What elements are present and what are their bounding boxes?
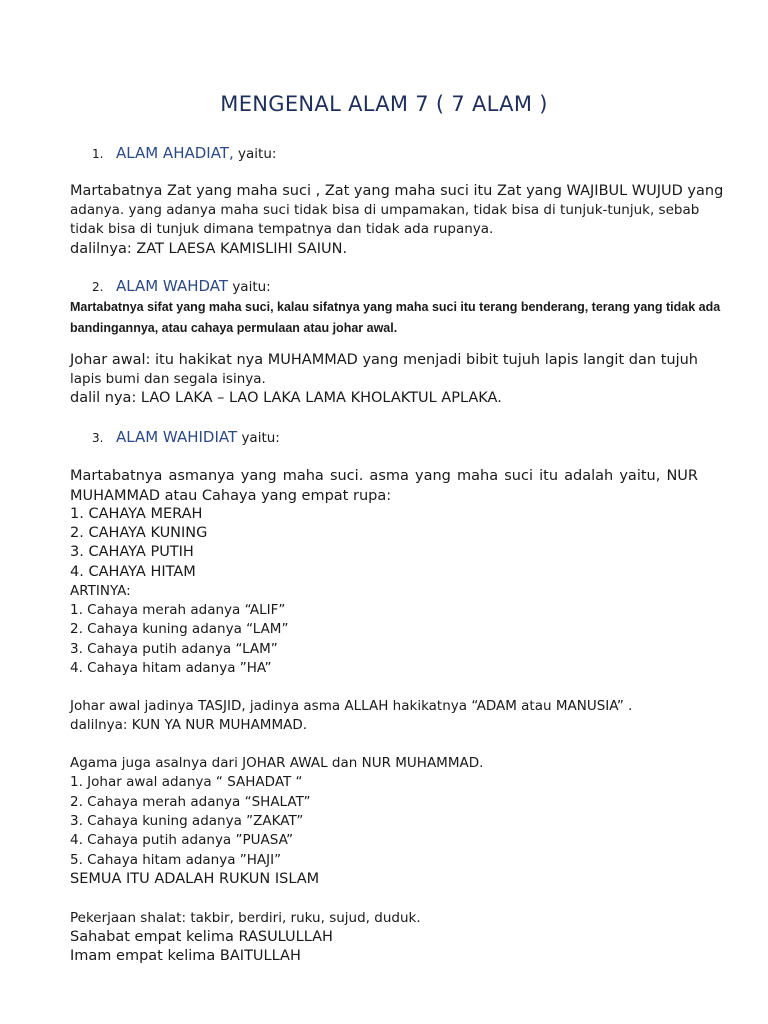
- agama-line: 1. Johar awal adanya “ SAHADAT “: [70, 774, 303, 790]
- paragraph-line: Martabatnya Zat yang maha suci , Zat yang maha suci itu Zat yang WAJIBUL WUJUD yang: [70, 183, 724, 199]
- section-suffix: yaitu:: [237, 430, 280, 446]
- agama-line: 5. Cahaya hitam adanya ”HAJI”: [70, 852, 282, 868]
- section-number: 1.: [92, 147, 104, 161]
- bold-paragraph-line: bandingannya, atau cahaya permulaan atau johar awal.: [70, 321, 398, 335]
- paragraph-line: Martabatnya asmanya yang maha suci. asma yang maha suci itu adalah yaitu, NUR: [70, 468, 698, 484]
- agama-line: 2. Cahaya merah adanya “SHALAT”: [70, 794, 311, 810]
- section-name: ALAM WAHDAT: [116, 277, 229, 295]
- list-item: 4. CAHAYA HITAM: [70, 564, 196, 580]
- section-name: ALAM AHADIAT,: [116, 144, 234, 162]
- closing-line: Imam empat kelima BAITULLAH: [70, 948, 301, 964]
- section-suffix: yaitu:: [233, 146, 277, 162]
- paragraph-line: tidak bisa di tunjuk dimana tempatnya dan tidak ada rupanya.: [70, 221, 494, 237]
- agama-line: Agama juga asalnya dari JOHAR AWAL dan NUR MUHAMMAD.: [70, 755, 484, 771]
- section-number: 2.: [92, 280, 104, 294]
- dalil-line: dalil nya: LAO LAKA – LAO LAKA LAMA KHOLAKTUL APLAKA.: [70, 390, 502, 406]
- section-suffix: yaitu:: [228, 279, 271, 295]
- page-title: MENGENAL ALAM 7 ( 7 ALAM ): [220, 92, 548, 116]
- johar-line: dalilnya: KUN YA NUR MUHAMMAD.: [70, 717, 308, 733]
- artinya-item: 1. Cahaya merah adanya “ALIF”: [70, 602, 286, 618]
- dalil-line: dalilnya: ZAT LAESA KAMISLIHI SAIUN.: [70, 241, 348, 257]
- bold-paragraph-line: Martabatnya sifat yang maha suci, kalau sifatnya yang maha suci itu terang benderang, terang yang tidak ada: [70, 300, 721, 314]
- agama-line: SEMUA ITU ADALAH RUKUN ISLAM: [70, 871, 320, 887]
- section-name: ALAM WAHIDIAT: [116, 428, 238, 446]
- closing-line: Sahabat empat kelima RASULULLAH: [70, 929, 333, 945]
- johar-line: Johar awal jadinya TASJID, jadinya asma ALLAH hakikatnya “ADAM atau MANUSIA” .: [70, 698, 633, 714]
- section-heading-1: [92, 144, 276, 162]
- agama-line: 4. Cahaya putih adanya ”PUASA”: [70, 832, 294, 848]
- list-item: 2. CAHAYA KUNING: [70, 525, 208, 541]
- artinya-item: 4. Cahaya hitam adanya ”HA”: [70, 660, 272, 676]
- paragraph-line: lapis bumi dan segala isinya.: [70, 371, 266, 387]
- artinya-item: 2. Cahaya kuning adanya “LAM”: [70, 621, 289, 637]
- paragraph-line: adanya. yang adanya maha suci tidak bisa di umpamakan, tidak bisa di tunjuk-tunjuk, sebab: [70, 202, 700, 218]
- artinya-item: 3. Cahaya putih adanya “LAM”: [70, 641, 278, 657]
- agama-line: 3. Cahaya kuning adanya ”ZAKAT”: [70, 813, 304, 829]
- paragraph-line: Johar awal: itu hakikat nya MUHAMMAD yang menjadi bibit tujuh lapis langit dan tujuh: [70, 352, 698, 368]
- section-heading-2: [92, 277, 271, 295]
- paragraph-line: MUHAMMAD atau Cahaya yang empat rupa:: [70, 488, 392, 504]
- closing-line: Pekerjaan shalat: takbir, berdiri, ruku, sujud, duduk.: [70, 910, 421, 926]
- list-item: 3. CAHAYA PUTIH: [70, 544, 194, 560]
- list-item: 1. CAHAYA MERAH: [70, 506, 203, 522]
- section-heading-3: [92, 428, 280, 446]
- section-number: 3.: [92, 431, 104, 445]
- list-item: ARTINYA:: [70, 583, 131, 599]
